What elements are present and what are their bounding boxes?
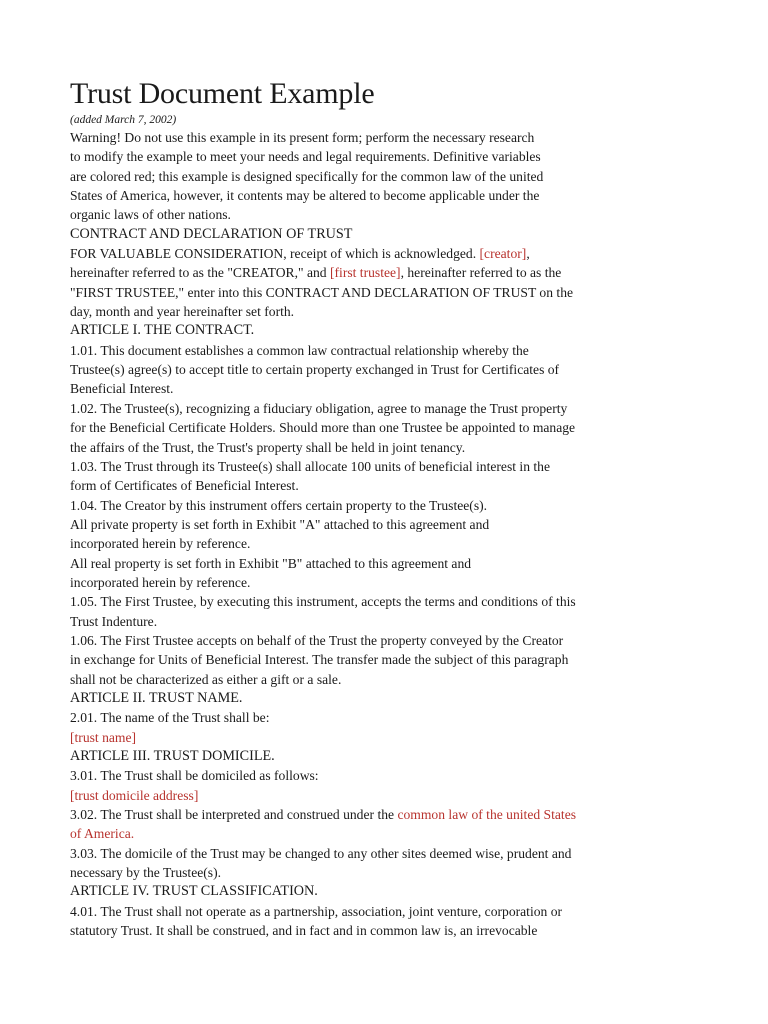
article-1-heading: ARTICLE I. THE CONTRACT. [70,322,255,339]
paragraph-line: incorporated herein by reference. [70,536,251,552]
consideration-text: FOR VALUABLE CONSIDERATION, receipt of which is acknowledged. [70,246,480,262]
warning-line: to modify the example to meet your needs and legal requirements. Definitive variables [70,149,541,165]
paragraph-line: 1.06. The First Trustee accepts on behalf of the Trust the property conveyed by the Creator [70,632,564,648]
governing-law-variable: common law of the united States [397,807,577,823]
paragraph-line: Beneficial Interest. [70,381,174,397]
paragraph-line: the affairs of the Trust, the Trust's property shall be held in joint tenancy. [70,439,466,455]
paragraph-line: incorporated herein by reference. [70,574,251,590]
paragraph-text: 3.02. The Trust shall be interpreted and construed under the [70,807,398,823]
paragraph-1-06 [70,631,685,689]
paragraph-line: 1.03. The Trust through its Trustee(s) shall allocate 100 units of beneficial interest in the [70,458,551,474]
paragraph-line: 1.01. This document establishes a common law contractual relationship whereby the [70,342,529,358]
paragraph-line: 1.05. The First Trustee, by executing this instrument, accepts the terms and conditions of this [70,594,576,610]
paragraph-2-01: 2.01. The name of the Trust shall be: [70,710,270,726]
paragraph-4-01 [70,902,685,941]
document-page [70,74,685,940]
paragraph-1-03 [70,457,685,496]
paragraph-line: 4.01. The Trust shall not operate as a partnership, association, joint venture, corporation or [70,903,563,919]
paragraph-line: All private property is set forth in Exhibit "A" attached to this agreement and [70,516,490,532]
added-date: (added March 7, 2002) [70,114,177,126]
consideration-text: hereinafter referred to as the "CREATOR," and [70,265,330,281]
article-4-heading: ARTICLE IV. TRUST CLASSIFICATION. [70,883,318,900]
document-body [70,128,685,940]
consideration-line [70,263,685,282]
first-trustee-variable: [first trustee] [329,265,401,281]
paragraph-line: Trust Indenture. [70,613,158,629]
paragraph-3-01: 3.01. The Trust shall be domiciled as follows: [70,768,319,784]
paragraph-line: 3.03. The domicile of the Trust may be changed to any other sites deemed wise, prudent and [70,845,572,861]
trust-domicile-variable: [trust domicile address] [70,787,199,803]
creator-variable: [creator] [479,246,527,262]
paragraph-1-02 [70,399,685,457]
paragraph-line: shall not be characterized as either a gift or a sale. [70,671,342,687]
paragraph-1-01 [70,341,685,399]
paragraph-line: for the Beneficial Certificate Holders. Should more than one Trustee be appointed to manage [70,420,576,436]
consideration-line: "FIRST TRUSTEE," enter into this CONTRACT AND DECLARATION OF TRUST on the [70,284,574,300]
paragraph-line: necessary by the Trustee(s). [70,865,222,881]
consideration-paragraph [70,244,685,321]
paragraph-line [70,805,685,824]
consideration-line: day, month and year hereinafter set forth. [70,304,295,320]
paragraph-line: statutory Trust. It shall be construed, and in fact and in common law is, an irrevocable [70,923,538,939]
article-3-heading: ARTICLE III. TRUST DOMICILE. [70,748,275,764]
document-title: Trust Document Example [70,77,375,110]
consideration-text: , [526,246,530,262]
consideration-line [70,244,685,263]
paragraph-line: 1.04. The Creator by this instrument offers certain property to the Trustee(s). [70,497,488,513]
warning-line: organic laws of other nations. [70,207,231,223]
warning-line: States of America, however, it contents may be altered to become applicable under the [70,188,540,204]
consideration-text: , hereinafter referred to as the [400,265,562,281]
paragraph-line: in exchange for Units of Beneficial Interest. The transfer made the subject of this paragraph [70,652,569,668]
paragraph-line: form of Certificates of Beneficial Interest. [70,478,299,494]
paragraph-3-02 [70,805,685,844]
warning-paragraph [70,128,685,225]
contract-heading: CONTRACT AND DECLARATION OF TRUST [70,225,353,242]
paragraph-1-04 [70,496,685,593]
warning-line: Warning! Do not use this example in its present form; perform the necessary research [70,130,535,145]
trust-name-variable: [trust name] [70,729,137,745]
paragraph-line: All real property is set forth in Exhibit "B" attached to this agreement and [70,555,472,571]
paragraph-3-03 [70,844,685,883]
paragraph-line: Trustee(s) agree(s) to accept title to certain property exchanged in Trust for Certificates of [70,362,560,378]
paragraph-line: 1.02. The Trustee(s), recognizing a fiduciary obligation, agree to manage the Trust property [70,400,568,416]
governing-law-variable: of America. [70,826,135,842]
paragraph-1-05 [70,592,685,631]
article-2-heading: ARTICLE II. TRUST NAME. [70,689,243,706]
warning-line: are colored red; this example is designed specifically for the common law of the united [70,168,544,184]
